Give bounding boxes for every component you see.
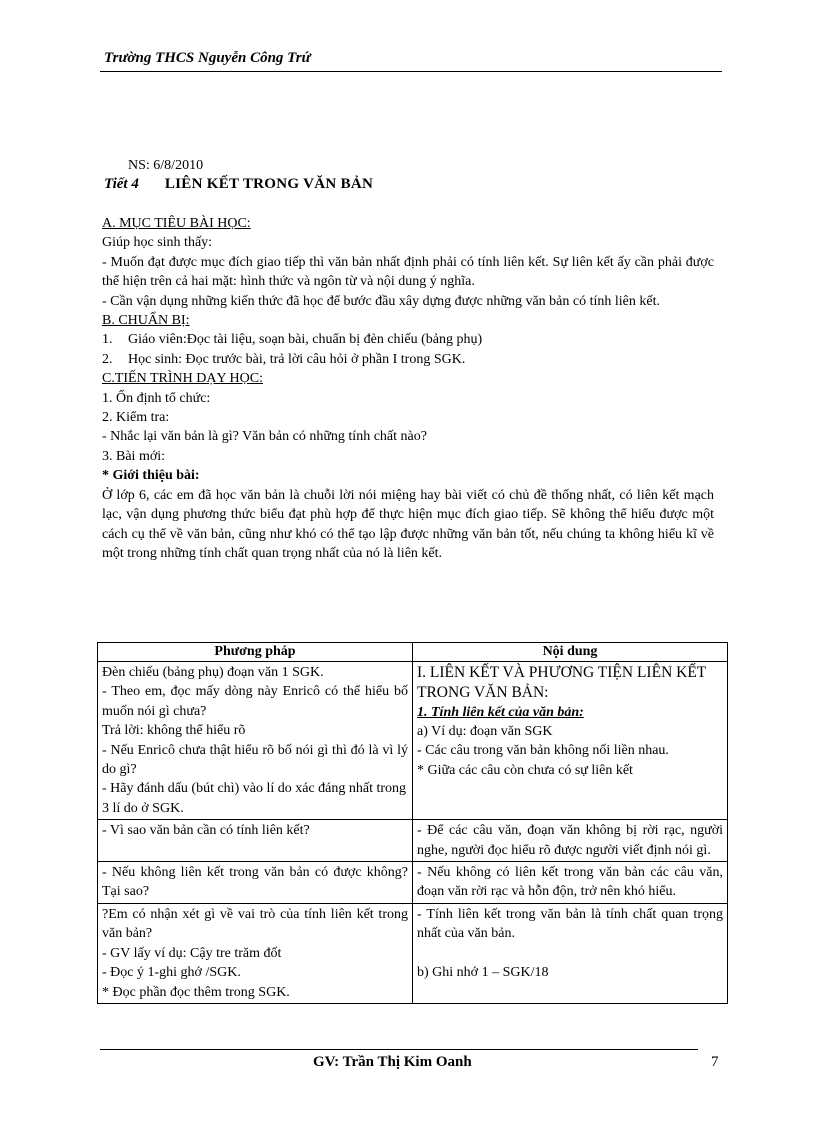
method-cell <box>98 820 413 862</box>
cell-line: - Vì sao văn bản cần có tính liên kết? <box>102 823 310 839</box>
section-a-intro: Giúp học sinh thấy: <box>102 235 213 251</box>
intro-paragraph: Ở lớp 6, các em đã học văn bản là chuỗi lời nói miệng hay bài viết có chủ đề thống nhất, có liên kết mạch lạc, vận dụng phương thức biểu đạt phù hợp để thực hiện mục đích giao tiếp. Sẽ không thể hiểu được một cách cụ thể về văn bản, cũng như khó có thể tạo lập được những văn bản tốt, nếu chúng ta không hiểu kĩ về một trong những tính chất quan trọng nhất của nó là liên kết. <box>102 487 714 561</box>
cell-line: a) Ví dụ: đoạn văn SGK <box>417 724 553 739</box>
cell-line: - Để các câu văn, đoạn văn không bị rời rạc, người nghe, người đọc hiểu rõ được người viết định nói gì. <box>417 823 723 858</box>
lesson-heading <box>104 176 373 193</box>
content-cell <box>413 903 728 1003</box>
table-row <box>98 662 728 820</box>
spacer <box>417 944 723 963</box>
content-cell <box>413 862 728 904</box>
method-cell <box>98 862 413 904</box>
method-cell <box>98 903 413 1003</box>
cell-line: - Theo em, đọc mấy dòng này Enricô có thể hiểu bố muốn nói gì chưa? <box>102 684 408 719</box>
lesson-body <box>102 214 714 563</box>
cell-line: b) Ghi nhớ 1 – SGK/18 <box>417 964 549 980</box>
content-subheading: 1. Tính liên kết của văn bản: <box>417 704 584 720</box>
cell-line: - Các câu trong văn bản không nối liền nhau. <box>417 743 669 759</box>
section-c-line: 3. Bài mới: <box>102 448 166 464</box>
section-c-line: 2. Kiểm tra: <box>102 410 170 426</box>
table-row <box>98 862 728 904</box>
ns-date: NS: 6/8/2010 <box>128 158 204 173</box>
table-row <box>98 903 728 1003</box>
section-c-heading: C.TIẾN TRÌNH DẠY HỌC: <box>102 371 263 387</box>
list-item <box>102 350 714 369</box>
list-text: Giáo viên:Đọc tài liệu, soạn bài, chuẩn bị đèn chiếu (bảng phụ) <box>128 332 483 348</box>
footer-divider <box>100 1049 698 1050</box>
page-number: 7 <box>711 1054 719 1070</box>
section-b-heading: B. CHUẨN BỊ: <box>102 313 190 329</box>
school-header: Trường THCS Nguyễn Công Trứ <box>104 50 311 66</box>
method-cell <box>98 662 413 820</box>
lesson-period: Tiết 4 <box>104 176 139 192</box>
cell-line: - Hãy đánh dấu (bút chì) vào lí do xác đáng nhất trong 3 lí do ở SGK. <box>102 781 407 816</box>
list-number: 1. <box>102 332 113 348</box>
list-item <box>102 330 714 349</box>
content-cell <box>413 820 728 862</box>
cell-line: - Nếu không có liên kết trong văn bản các câu văn, đoạn văn rời rạc và hỗn độn, trở nên khó hiểu. <box>417 865 723 900</box>
cell-line: Trả lời: không thể hiểu rõ <box>102 723 246 739</box>
cell-line: ?Em có nhận xét gì về vai trò của tính liên kết trong văn bản? <box>102 906 408 942</box>
column-header: Nội dung <box>413 643 728 662</box>
lesson-table <box>97 642 728 1004</box>
content-cell <box>413 662 728 820</box>
column-header: Phương pháp <box>98 643 413 662</box>
section-a-paragraph: - Cần vận dụng những kiến thức đã học để bước đầu xây dựng được những văn bản có tính liên kết. <box>102 293 660 309</box>
table-row <box>98 820 728 862</box>
teacher-name: GV: Trần Thị Kim Oanh <box>313 1054 472 1070</box>
cell-line: - Tính liên kết trong văn bản là tính chất quan trọng nhất của văn bản. <box>417 906 723 942</box>
cell-line: * Đọc phần đọc thêm trong SGK. <box>102 984 290 1000</box>
section-a-heading: A. MỤC TIÊU BÀI HỌC: <box>102 216 251 231</box>
table-header-row <box>98 643 728 662</box>
cell-line: - Đọc ý 1-ghi ghớ /SGK. <box>102 965 241 981</box>
cell-line: - GV lấy ví dụ: Cậy tre trăm đốt <box>102 945 282 961</box>
list-number: 2. <box>102 351 113 367</box>
section-a-paragraph: - Muốn đạt được mục đích giao tiếp thì văn bản nhất định phải có tính liên kết. Sự liên kết ấy cần phải được thể hiện trên cả hai mặt: hình thức và ngôn từ và nội dung ý nghĩa. <box>102 254 714 290</box>
intro-heading: * Giới thiệu bài: <box>102 468 200 484</box>
section-c-line: - Nhắc lại văn bản là gì? Văn bản có những tính chất nào? <box>102 429 427 445</box>
list-text: Học sinh: Đọc trước bài, trả lời câu hỏi ở phần I trong SGK. <box>128 351 466 367</box>
lesson-title: LIÊN KẾT TRONG VĂN BẢN <box>164 176 374 192</box>
header-divider <box>100 71 722 72</box>
cell-line: - Nếu không liên kết trong văn bản có được không? Tại sao? <box>102 865 408 900</box>
section-c-line: 1. Ổn định tổ chức: <box>102 390 211 406</box>
content-heading: I. LIÊN KẾT VÀ PHƯƠNG TIỆN LIÊN KẾT TRONG VĂN BẢN: <box>417 664 706 701</box>
cell-line: * Giữa các câu còn chưa có sự liên kết <box>417 762 633 778</box>
cell-line: - Nếu Enricô chưa thật hiểu rõ bố nói gì thì đó là vì lý do gì? <box>102 742 408 778</box>
cell-line: Đèn chiếu (bảng phụ) đoạn văn 1 SGK. <box>102 665 324 680</box>
